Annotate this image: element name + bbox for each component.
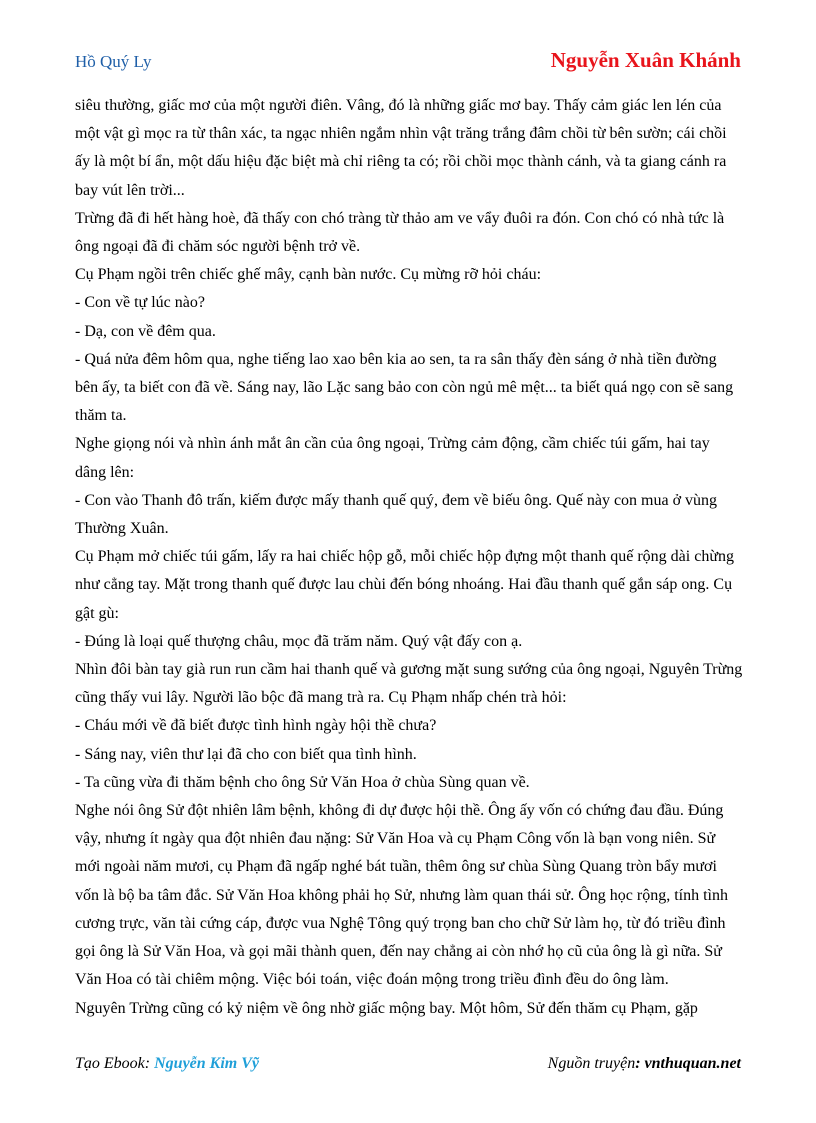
source-credit-separator: : — [635, 1055, 645, 1072]
ebook-credit-label: Tạo Ebook — [75, 1055, 145, 1072]
page-header — [75, 48, 741, 76]
paragraph: - Con về tự lúc nào? — [75, 294, 205, 312]
author-name: Nguyễn Xuân Khánh — [550, 48, 741, 72]
paragraph: Nguyên Trừng cũng có kỷ niệm về ông nhờ giấc mộng bay. Một hôm, Sử đến thăm cụ Phạm, gặp — [75, 999, 698, 1017]
paragraph: - Đúng là loại quế thượng châu, mọc đã trăm năm. Quý vật đấy con ạ. — [75, 632, 523, 650]
source-credit-label: Nguồn truyện — [547, 1055, 636, 1072]
paragraph: - Cháu mới về đã biết được tình hình ngày hội thề chưa? — [75, 717, 437, 735]
paragraph: - Dạ, con về đêm qua. — [75, 322, 216, 340]
paragraph: siêu thường, giấc mơ của một người điên. Vâng, đó là những giấc mơ bay. Thấy cảm giác len lén của một vật gì mọc ra từ thân xác, ta ngạc nhiên ngắm nhìn vật trăng trắng đâm chồi từ bên sườn; cái chồi ấy là một bí ẩn, một dấu hiệu đặc biệt mà chỉ riêng ta có; rồi chồi mọc thành cánh, và ta giang cánh ra bay vút lên trời... — [75, 97, 727, 199]
paragraph: Nghe nói ông Sử đột nhiên lâm bệnh, không đi dự được hội thề. Ông ấy vốn có chứng đau đầu. Đúng vậy, nhưng ít ngày qua đột nhiên đau nặng: Sử Văn Hoa và cụ Phạm Công vốn là bạn vong niên. Sử mới ngoài năm mươi, cụ Phạm đã ngấp nghé bát tuần, thêm ông sư chùa Sùng Quang tròn bẩy mươi vốn là bộ ba tâm đắc. Sử Văn Hoa không phải họ Sử, nhưng làm quan thái sử. Ông học rộng, tính tình cương trực, văn tài cứng cáp, được vua Nghệ Tông quý trọng ban cho chữ Sử làm họ, từ đó triều đình gọi ông là Sử Văn Hoa, và gọi mãi thành quen, đến nay chẳng ai còn nhớ họ cũ của ông là gì nữa. Sử Văn Hoa có tài chiêm mộng. Việc bói toán, việc đoán mộng trong triều đình đều do ông làm. — [75, 802, 728, 989]
paragraph: Cụ Phạm mở chiếc túi gấm, lấy ra hai chiếc hộp gỗ, mỗi chiếc hộp đựng một thanh quế rộng dài chừng như cẳng tay. Mặt trong thanh quế được lau chùi đến bóng nhoáng. Hai đầu thanh quế gắn sáp ong. Cụ gật gù: — [75, 548, 734, 622]
paragraph: Nhìn đôi bàn tay già run run cầm hai thanh quế và gương mặt sung sướng của ông ngoại, Nguyên Trừng cũng thấy vui lây. Người lão bộc đã mang trà ra. Cụ Phạm nhấp chén trà hỏi: — [75, 661, 743, 707]
paragraph: Cụ Phạm ngồi trên chiếc ghế mây, cạnh bàn nước. Cụ mừng rỡ hỏi cháu: — [75, 266, 542, 284]
ebook-credit-separator: : — [144, 1055, 155, 1072]
paragraph: Trừng đã đi hết hàng hoè, đã thấy con chó tràng từ thảo am ve vẩy đuôi ra đón. Con chó có nhà tức là ông ngoại đã đi chăm sóc người bệnh trở về. — [75, 209, 725, 256]
page-body — [75, 92, 743, 1023]
ebook-credit — [75, 1055, 259, 1073]
paragraph: - Con vào Thanh đô trấn, kiếm được mấy thanh quế quý, đem về biếu ông. Quế này con mua ở vùng Thường Xuân. — [75, 491, 718, 538]
paragraph: - Ta cũng vừa đi thăm bệnh cho ông Sử Văn Hoa ở chùa Sùng quan về. — [75, 773, 530, 791]
paragraph: - Sáng nay, viên thư lại đã cho con biết qua tình hình. — [75, 745, 417, 763]
ebook-creator-name: Nguyễn Kim Vỹ — [154, 1055, 259, 1072]
source-site-name: vnthuquan.net — [644, 1055, 741, 1072]
source-credit — [548, 1055, 741, 1073]
paragraph: - Quá nửa đêm hôm qua, nghe tiếng lao xao bên kia ao sen, ta ra sân thấy đèn sáng ở nhà tiền đường bên ấy, ta biết con đã về. Sáng nay, lão Lặc sang bảo con còn ngủ mê mệt... ta biết quá ngọ con sẽ sang thăm ta. — [75, 350, 734, 425]
paragraph: Nghe giọng nói và nhìn ánh mắt ân cần của ông ngoại, Trừng cảm động, cầm chiếc túi gấm, hai tay dâng lên: — [75, 435, 710, 481]
book-title: Hồ Quý Ly — [75, 52, 152, 71]
page-footer — [75, 1055, 741, 1077]
